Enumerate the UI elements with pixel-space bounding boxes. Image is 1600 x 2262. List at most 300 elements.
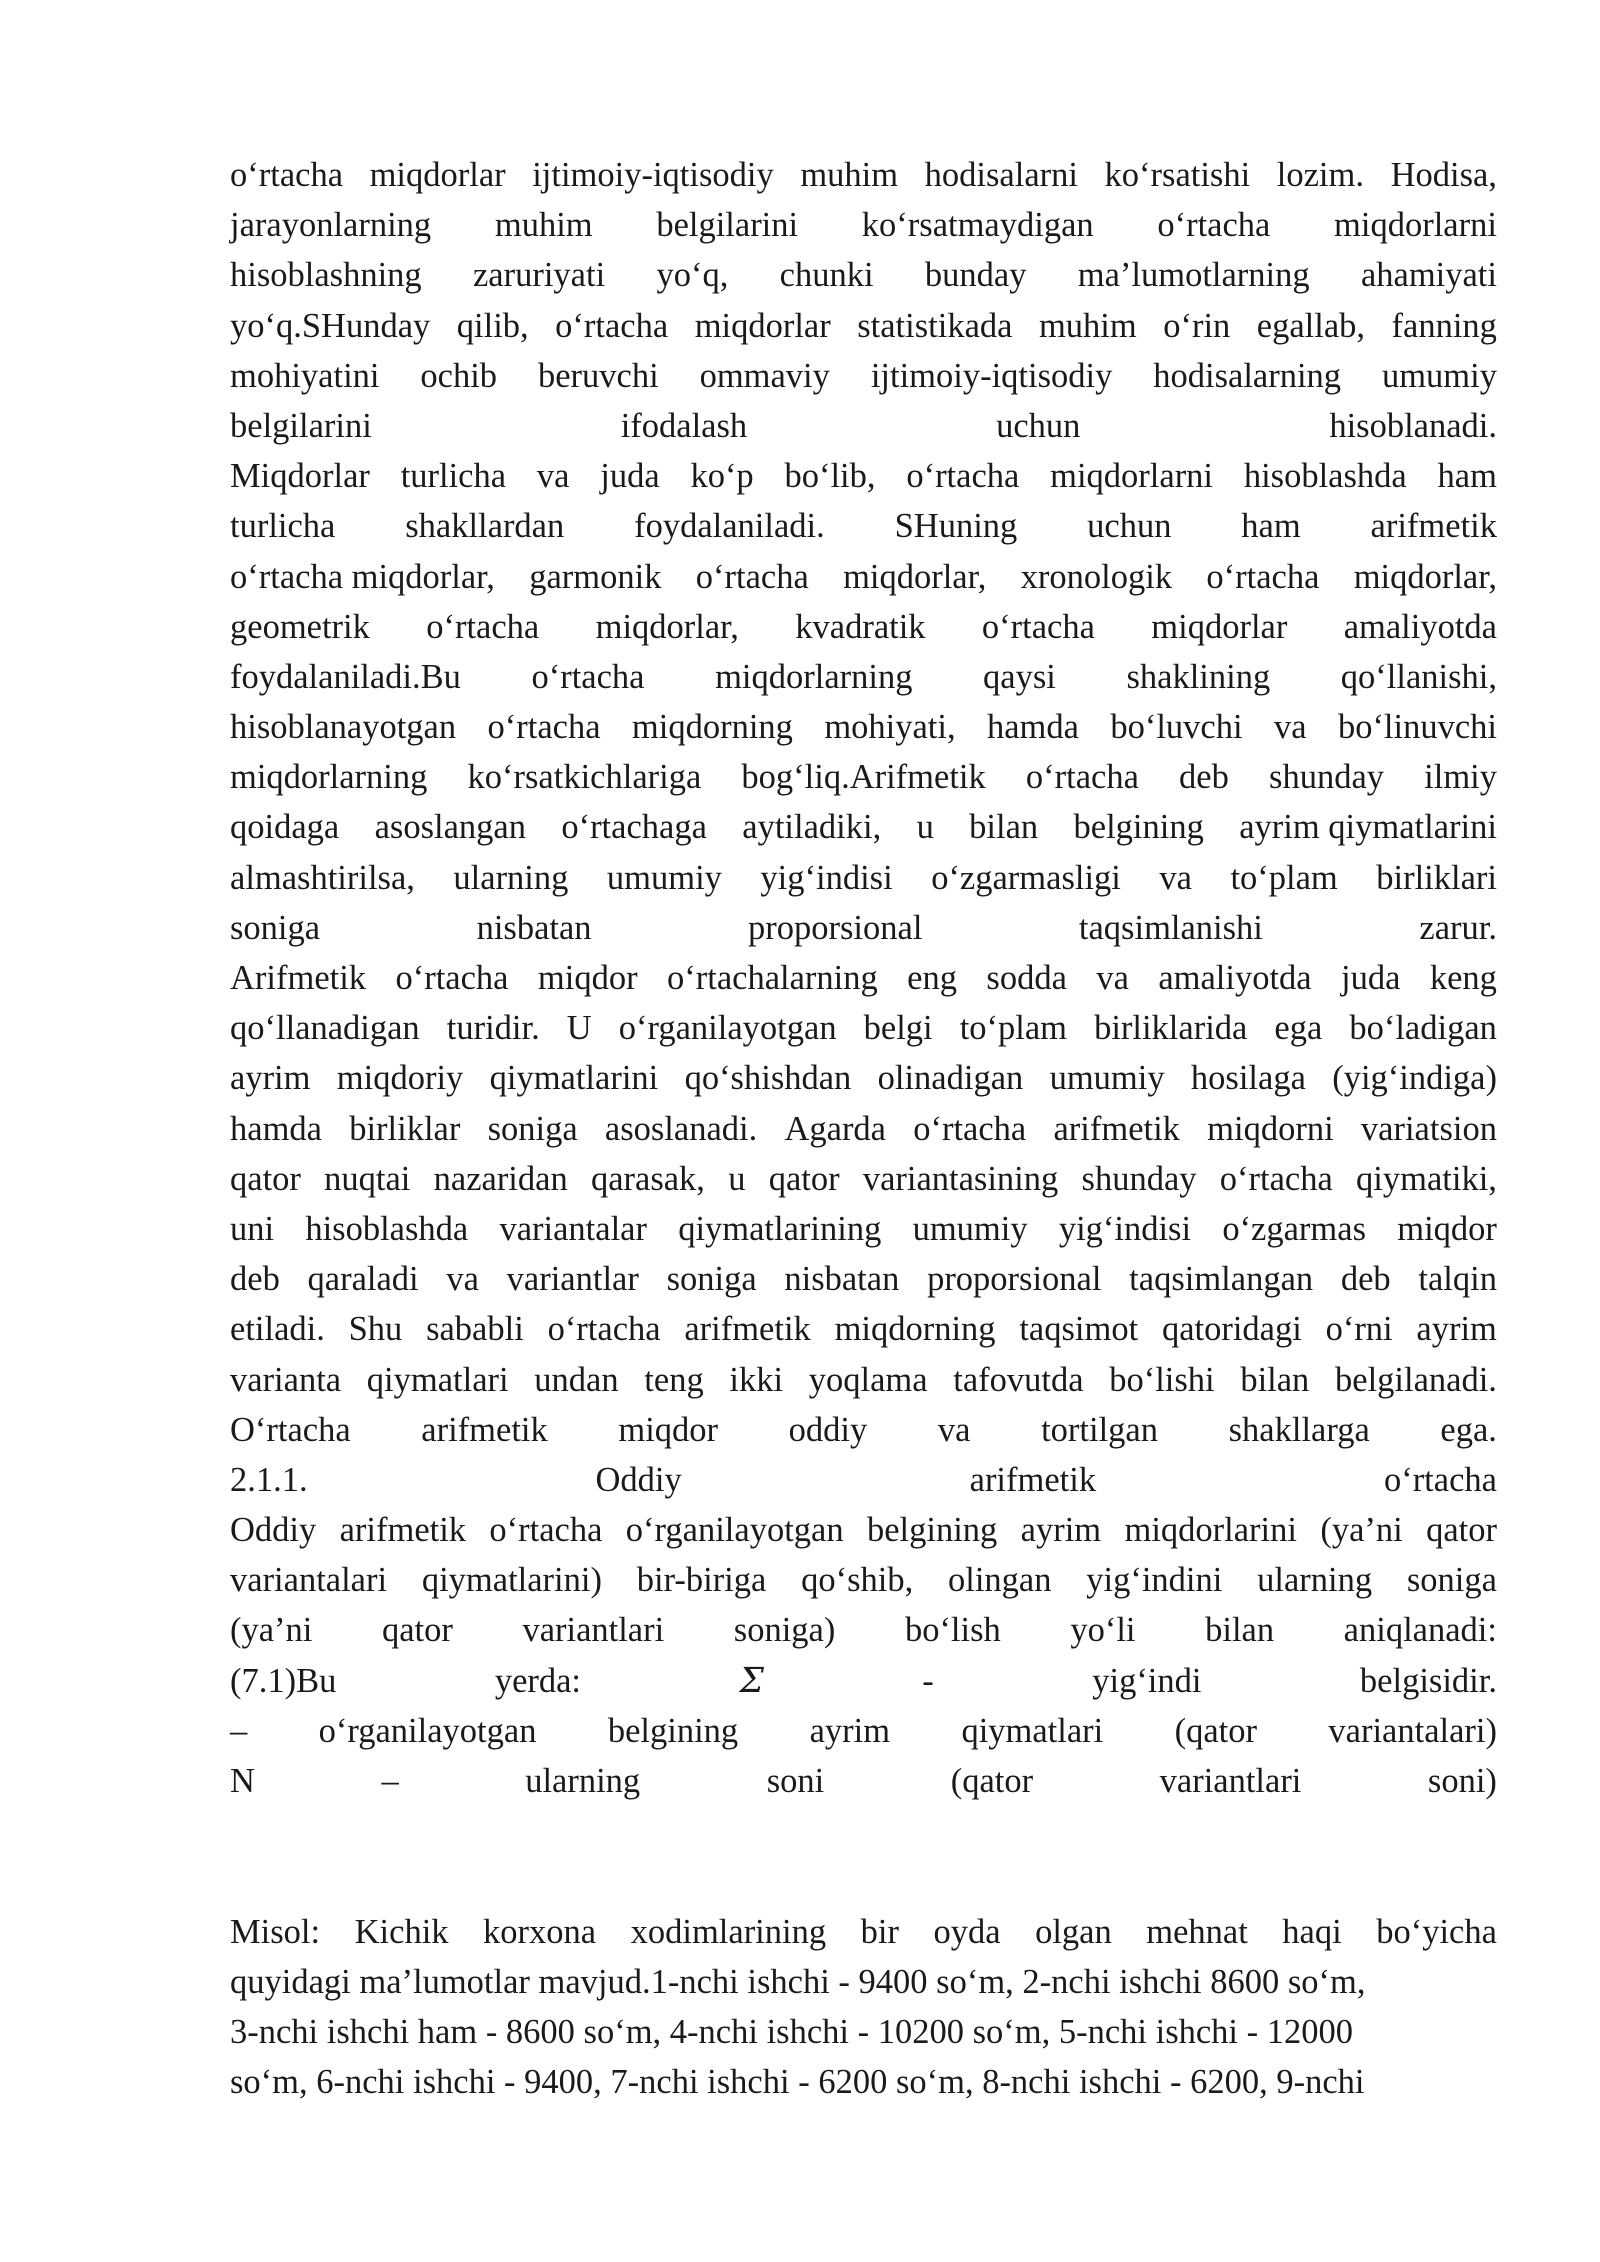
word: va [1096, 959, 1129, 997]
word: bilan [969, 808, 1039, 847]
word: variantalari) [1328, 1711, 1497, 1750]
word: ham [1437, 457, 1497, 496]
word: ayrim [230, 1059, 311, 1098]
word: hisoblanadi. [1329, 406, 1497, 445]
word: qator [230, 1159, 301, 1198]
word: oyda [933, 1912, 1001, 1951]
word: hamda [230, 1109, 322, 1148]
word: varianta [230, 1360, 342, 1399]
word: va [1273, 708, 1307, 747]
text-line [230, 752, 1497, 802]
word: yo‘q.SHunday [230, 306, 431, 345]
word: taqsimlanishi [1078, 908, 1263, 947]
word: o‘zgarmasligi [931, 858, 1121, 897]
text-line [230, 1656, 1497, 1706]
word: o‘rtacha [555, 306, 669, 345]
word: Shu [348, 1310, 403, 1349]
word: o‘rganilayotgan [318, 1711, 537, 1750]
word: bo‘ladigan [1349, 1009, 1497, 1048]
word: proporsional [748, 908, 923, 947]
word: ifodalash [620, 406, 748, 445]
word: Misol: [230, 1912, 321, 1951]
word: (qator [950, 1762, 1034, 1800]
word: o‘rtacha [487, 708, 601, 747]
word: birliklarida [1094, 1009, 1248, 1048]
word: ma’lumotlarning [1077, 256, 1310, 295]
word: egallab, [1256, 306, 1366, 345]
text-line [230, 2057, 1497, 2107]
word: umumiy [1381, 356, 1497, 395]
word: nisbatan [784, 1260, 900, 1299]
word: yig‘indisi [1058, 1209, 1192, 1248]
word: eng [907, 959, 957, 997]
word: nisbatan [476, 908, 592, 947]
word: o‘rtacha [547, 1310, 661, 1349]
word: (ya’ni [1320, 1511, 1403, 1550]
word: juda [600, 457, 660, 496]
word: o‘rganilayotgan [618, 1009, 837, 1048]
text-line [230, 1605, 1497, 1655]
word: o‘rtacha [1206, 557, 1320, 596]
word: U [566, 1009, 592, 1048]
text-line [230, 1756, 1497, 1806]
word: umumiy [912, 1209, 1028, 1248]
word: ega. [1440, 1410, 1497, 1449]
text-line [230, 1254, 1497, 1304]
word: haqi [1282, 1912, 1342, 1951]
word: miqdor [537, 959, 638, 997]
word: hisoblashda [305, 1209, 469, 1248]
word: o‘rtacha miqdorlar, [230, 557, 495, 596]
word: uchun [1087, 507, 1172, 546]
word: keng [1429, 959, 1497, 997]
word: olinadigan [877, 1059, 1024, 1098]
word: (7.1)Bu [230, 1661, 337, 1700]
word: talqin [1418, 1260, 1497, 1299]
word: taqsimlangan [1129, 1260, 1314, 1299]
word: o‘rtacha [489, 1511, 603, 1550]
word: almashtirilsa, [230, 858, 415, 897]
word: belgining [1073, 808, 1204, 847]
word: yerda: [494, 1661, 582, 1700]
word: ilmiy [1424, 758, 1497, 797]
word: va [446, 1260, 479, 1299]
word: o‘rtacha [981, 607, 1095, 646]
word: Kichik [354, 1912, 449, 1951]
word: belgining [607, 1711, 739, 1750]
word: yo‘li [1070, 1611, 1136, 1650]
text-line [230, 802, 1497, 852]
word: shunday [1269, 758, 1385, 797]
word: foydalaniladi. [634, 507, 825, 546]
word: - [922, 1661, 934, 1700]
word: ko‘p [690, 457, 754, 496]
word: bo‘linuvchi [1337, 708, 1497, 747]
word: to‘plam [959, 1009, 1067, 1048]
word: o‘rtacha [913, 1109, 1027, 1148]
word: qo‘llanishi, [1340, 657, 1497, 696]
text-line [230, 953, 1497, 1003]
word: – [381, 1762, 399, 1800]
word: soni [766, 1762, 825, 1800]
word: qatoridagi [1161, 1310, 1302, 1349]
word: miqdorlar, [1353, 557, 1497, 596]
blank-line [230, 1856, 1497, 1906]
word: bir-biriga [636, 1561, 767, 1600]
word: amaliyotda [1343, 607, 1497, 646]
text-line [230, 150, 1497, 200]
text-line [230, 451, 1497, 501]
word: ommaviy [699, 356, 830, 395]
word: bog‘liq.Arifmetik [741, 758, 986, 797]
text-line [230, 1455, 1497, 1505]
word: belgisidir. [1359, 1661, 1497, 1700]
word: soniga [1406, 1561, 1497, 1600]
word: qiymatlarini) [421, 1561, 602, 1600]
word: o‘rtacha [1157, 206, 1271, 245]
word: ularning [525, 1762, 641, 1800]
word: Hodisa, [1390, 156, 1497, 194]
word: mehnat [1146, 1912, 1248, 1951]
word: (qator [1174, 1711, 1258, 1750]
word: qator [381, 1611, 453, 1650]
word: 3-nchi ishchi ham - 8600 so‘m, 4-nchi ishchi - 10200 so‘m, 5-nchi ishchi - 12000 [230, 2012, 1354, 2051]
word: birliklari [1376, 858, 1497, 897]
text-line [230, 602, 1497, 652]
text-line [230, 1405, 1497, 1455]
word: va [937, 1410, 971, 1449]
word: taqsimot [1019, 1310, 1139, 1349]
word: ijtimoiy-iqtisodiy [870, 356, 1113, 395]
word: miqdorlar, [595, 607, 739, 646]
word: ega [1274, 1009, 1323, 1048]
word: miqdor [1397, 1209, 1497, 1248]
word: deb [230, 1260, 280, 1299]
word: miqdorlar [1151, 607, 1288, 646]
sigma-symbol: Σ [739, 1660, 764, 1701]
word: foydalaniladi.Bu [230, 657, 461, 696]
word: etiladi. [230, 1310, 325, 1349]
word: hodisalarning [1153, 356, 1342, 395]
word: ahamiyati [1360, 256, 1497, 295]
text-line [230, 2007, 1497, 2057]
word: o‘rtacha [230, 156, 344, 194]
word: yig‘indisi [760, 858, 893, 897]
word: o‘zgarmas [1222, 1209, 1366, 1248]
word: olgan [1035, 1912, 1112, 1951]
text-line [230, 1907, 1497, 1957]
word: miqdorlarning [230, 758, 428, 797]
word: shakllardan [405, 507, 565, 546]
word: o‘rtacha [1025, 758, 1139, 797]
word: ularning [1257, 1561, 1373, 1600]
text-line [230, 301, 1497, 351]
word: amaliyotda [1158, 959, 1312, 997]
word: Oddiy [595, 1460, 682, 1499]
word: xronologik [1020, 557, 1173, 596]
word: qiymatlari [366, 1360, 509, 1399]
word: asoslanadi. [604, 1109, 758, 1148]
word: bir [860, 1912, 899, 1951]
word: qiymatlarining [678, 1209, 882, 1248]
word: qiymatlarini [489, 1059, 659, 1098]
word: variantlari [1159, 1762, 1302, 1800]
word: aytiladiki, [742, 808, 882, 847]
word: variantasining [862, 1159, 1059, 1198]
word: o‘rtacha [695, 557, 809, 596]
word: N [230, 1762, 255, 1800]
word: muhim [1038, 306, 1137, 345]
word: juda [1341, 959, 1401, 997]
text-line [230, 401, 1497, 451]
word: Miqdorlar [230, 457, 370, 496]
word: o‘rtachalarning [667, 959, 878, 997]
word: miqdorlarni [1050, 457, 1214, 496]
word: miqdorlarini [1124, 1511, 1297, 1550]
text-line [230, 501, 1497, 551]
word: so‘m, 6-nchi ishchi - 9400, 7-nchi ishchi - 6200 so‘m, 8-nchi ishchi - 6200, 9-nchi [230, 2063, 1365, 2102]
word: qo‘shishdan [684, 1059, 852, 1098]
word: zarur. [1419, 908, 1497, 947]
word: birliklar [349, 1109, 461, 1148]
word: asoslangan [374, 808, 526, 847]
word: ko‘rsatkichlariga [467, 758, 702, 797]
word: u [916, 808, 934, 847]
word: variantalar [499, 1209, 647, 1248]
word: to‘plam [1230, 858, 1338, 897]
word: turlicha [230, 507, 336, 546]
text-line [230, 652, 1497, 702]
word: ko‘rsatishi [1104, 156, 1251, 194]
word: ayrim [1416, 1310, 1497, 1349]
word: variantalari [230, 1561, 388, 1600]
word: miqdorni [1207, 1109, 1334, 1148]
word: Arifmetik [230, 959, 367, 997]
word: turidir. [446, 1009, 540, 1048]
word: ayrim [1020, 1511, 1102, 1550]
word: statistikada [857, 306, 1013, 345]
word: 2.1.1. [230, 1460, 308, 1499]
word: ayrim [809, 1711, 891, 1750]
word: o‘rtacha [1383, 1460, 1497, 1499]
word: ijtimoiy-iqtisodiy [532, 156, 774, 194]
word: miqdor [618, 1410, 719, 1449]
text-line [230, 1505, 1497, 1555]
text-line [230, 853, 1497, 903]
word: oddiy [788, 1410, 868, 1449]
word: o‘rganilayotgan [625, 1511, 844, 1550]
text-line [230, 250, 1497, 300]
word: kvadratik [795, 607, 926, 646]
word: beruvchi [537, 356, 659, 395]
word: Oddiy [230, 1511, 317, 1550]
word: umumiy [606, 858, 722, 897]
text-line [230, 1104, 1497, 1154]
word: teng [644, 1360, 704, 1399]
word: o‘rtacha [1219, 1159, 1333, 1198]
word: yig‘indini [1086, 1561, 1223, 1600]
word: tortilgan [1041, 1410, 1158, 1449]
word: bo‘luvchi [1110, 708, 1243, 747]
word: arifmetik [339, 1511, 467, 1550]
word: soniga) [733, 1611, 836, 1650]
word: qo‘shib, [801, 1561, 914, 1600]
word: undan [534, 1360, 619, 1399]
text-line [230, 1204, 1497, 1254]
word: miqdoriy [336, 1059, 464, 1098]
word: deb [1340, 1260, 1391, 1299]
word: variantlari [522, 1611, 665, 1650]
word: ko‘rsatmaydigan [861, 206, 1094, 245]
word: (ya’ni [230, 1611, 313, 1650]
word: sababli [426, 1310, 524, 1349]
word: hosilaga [1190, 1059, 1306, 1098]
word: shakllarga [1228, 1410, 1370, 1449]
text-line [230, 1154, 1497, 1204]
word: miqdorlar, [843, 557, 987, 596]
word: mohiyati, [824, 708, 956, 747]
word: va [1159, 858, 1192, 897]
word: qo‘llanadigan [230, 1009, 420, 1048]
word: proporsional [927, 1260, 1102, 1299]
word: uni [230, 1209, 275, 1248]
word: umumiy [1049, 1059, 1165, 1098]
word: bo‘lishi [1109, 1360, 1215, 1399]
text-line [230, 1355, 1497, 1405]
word: u [728, 1159, 746, 1198]
text-line [230, 1555, 1497, 1605]
word: hamda [986, 708, 1079, 747]
text-line [230, 552, 1497, 602]
word: ochib [420, 356, 498, 395]
word: va [536, 457, 570, 496]
word: quyidagi ma’lumotlar mavjud.1-nchi ishchi - 9400 so‘m, 2-nchi ishchi 8600 so‘m, [230, 1962, 1366, 2001]
word: shaklining [1126, 657, 1271, 696]
word: muhim [800, 156, 899, 194]
word: qaraladi [307, 1260, 419, 1299]
word: belgining [866, 1511, 998, 1550]
word: soniga [487, 1109, 578, 1148]
word: tafovutda [953, 1360, 1084, 1399]
word: qilib, [456, 306, 529, 345]
blank-line [230, 1806, 1497, 1856]
word: zaruriyati [472, 256, 606, 295]
word: nuqtai [324, 1159, 411, 1198]
word: sodda [986, 959, 1067, 997]
document-page [230, 150, 1497, 2107]
word: qiymatiki, [1356, 1159, 1497, 1198]
word: ularning [453, 858, 569, 897]
word: o‘rtacha [531, 657, 645, 696]
word: hisoblanayotgan [230, 708, 457, 747]
word: qiymatlari [961, 1711, 1104, 1750]
word: miqdorning [631, 708, 793, 747]
word: bo‘lib, [784, 457, 876, 496]
word: miqdorlarni [1334, 206, 1497, 245]
word: variantlar [506, 1260, 639, 1299]
word: belgilarini [656, 206, 799, 245]
word: arifmetik [1053, 1109, 1180, 1148]
word: bilan [1205, 1611, 1275, 1650]
text-line [230, 1053, 1497, 1103]
word: belgilanadi. [1335, 1360, 1497, 1399]
word: Agarda [784, 1109, 886, 1148]
word: o‘rtacha [426, 607, 540, 646]
word: qator [768, 1159, 840, 1198]
word: arifmetik [684, 1310, 811, 1349]
word: aniqlanadi: [1343, 1611, 1497, 1650]
word: turlicha [400, 457, 507, 496]
word: qator [1426, 1511, 1497, 1550]
word: muhim [494, 206, 593, 245]
word: uchun [996, 406, 1081, 445]
text-line [230, 1957, 1497, 2007]
word: chunki [779, 256, 874, 295]
word: o‘rtacha [395, 959, 509, 997]
word: olingan [948, 1561, 1052, 1600]
word: mohiyatini [230, 356, 380, 395]
word: belgi [863, 1009, 933, 1048]
word: yo‘q, [656, 256, 729, 295]
word: arifmetik [421, 1410, 548, 1449]
word: miqdorning [834, 1310, 996, 1349]
word: korxona [483, 1912, 597, 1951]
word: bo‘lish [904, 1611, 1001, 1650]
text-line [230, 903, 1497, 953]
word: fanning [1391, 306, 1497, 345]
word: belgilarini [230, 406, 372, 445]
word: jarayonlarning [230, 206, 432, 245]
word: miqdorlar [694, 306, 831, 345]
word: o‘rni [1325, 1310, 1393, 1349]
word: deb [1179, 758, 1229, 797]
word: miqdorlarning [715, 657, 913, 696]
text-line [230, 1304, 1497, 1354]
word: O‘rtacha [230, 1410, 351, 1449]
word: bunday [924, 256, 1027, 295]
word: ayrim qiymatlarini [1239, 808, 1497, 847]
word: qoidaga [230, 808, 340, 847]
word: garmonik [529, 557, 662, 596]
text-line [230, 351, 1497, 401]
word: o‘rtacha [906, 457, 1020, 496]
text-line [230, 1706, 1497, 1756]
word: soniga [666, 1260, 757, 1299]
word: nazaridan [433, 1159, 568, 1198]
word: lozim. [1276, 156, 1364, 194]
text-line [230, 702, 1497, 752]
word: o‘rin [1163, 306, 1231, 345]
word: ikki [729, 1360, 784, 1399]
word: yoqlama [808, 1360, 928, 1399]
word: bo‘yicha [1376, 1912, 1497, 1951]
word: (yig‘indiga) [1332, 1059, 1497, 1098]
word: soni) [1427, 1762, 1497, 1800]
word: xodimlarining [630, 1912, 827, 1951]
word: o‘rtachaga [561, 808, 707, 847]
word: arifmetik [969, 1460, 1097, 1499]
word: yig‘indi [1092, 1661, 1202, 1700]
word: bilan [1240, 1360, 1310, 1399]
word: hisoblashda [1243, 457, 1407, 496]
word: ham [1241, 507, 1301, 546]
word: hisoblashning [230, 256, 422, 295]
word: miqdorlar [369, 156, 506, 194]
word: geometrik [230, 607, 370, 646]
word: qaysi [983, 657, 1056, 696]
word: SHuning [894, 507, 1018, 546]
text-line [230, 1003, 1497, 1053]
